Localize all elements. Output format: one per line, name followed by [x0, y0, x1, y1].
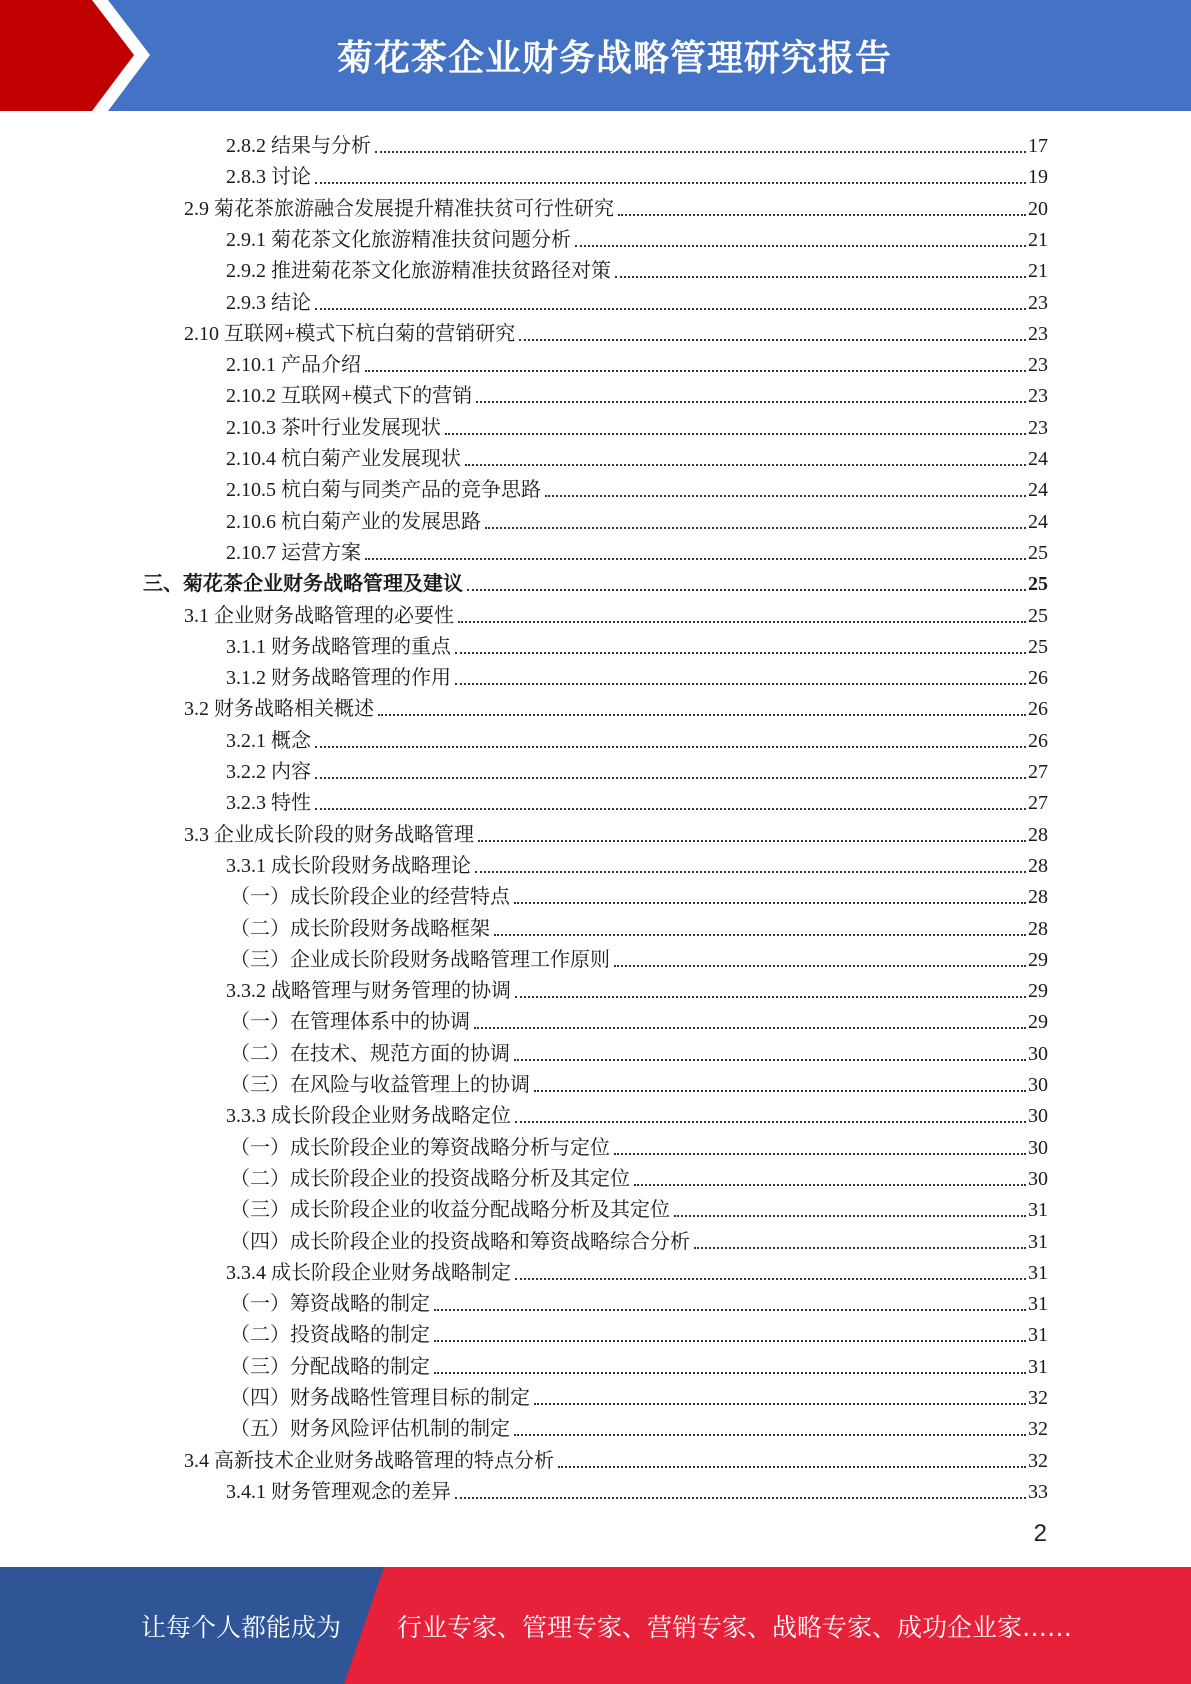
toc-leader-dots: [315, 182, 1026, 184]
toc-entry-label: 3.3.3 成长阶段企业财务战略定位: [226, 1105, 511, 1128]
toc-entry-page: 29: [1028, 1011, 1048, 1034]
toc-entry-label: 2.8.3 讨论: [226, 166, 311, 189]
toc-entry[interactable]: [226, 1097, 1048, 1128]
toc-entry-label: 3.4.1 财务管理观念的差异: [226, 1480, 451, 1503]
toc-leader-dots: [558, 1466, 1026, 1468]
toc-leader-dots: [474, 1027, 1026, 1029]
toc-entry[interactable]: [226, 158, 1048, 189]
toc-leader-dots: [514, 1059, 1026, 1061]
toc-entry[interactable]: [184, 690, 1048, 721]
toc-leader-dots: [476, 401, 1026, 403]
toc-leader-dots: [694, 1247, 1026, 1249]
toc-entry-page: 31: [1028, 1261, 1048, 1284]
toc-entry-page: 31: [1028, 1230, 1048, 1253]
toc-entry[interactable]: [226, 503, 1048, 534]
toc-entry[interactable]: [230, 1191, 1048, 1222]
toc-entry-page: 17: [1028, 135, 1048, 157]
page-header: [0, 0, 1191, 111]
toc-entry[interactable]: [230, 1066, 1048, 1097]
toc-entry[interactable]: [226, 377, 1048, 408]
toc-entry[interactable]: [226, 471, 1048, 502]
toc-entry-page: 23: [1028, 385, 1048, 408]
toc-entry[interactable]: [230, 1035, 1048, 1066]
toc-entry[interactable]: [226, 628, 1048, 659]
toc-entry-label: 3.2.1 概念: [226, 729, 311, 752]
toc-entry-page: 21: [1028, 260, 1048, 283]
toc-entry-page: 26: [1028, 729, 1048, 752]
toc-entry-page: 30: [1028, 1105, 1048, 1128]
toc-entry[interactable]: [226, 409, 1048, 440]
toc-entry[interactable]: [184, 315, 1048, 346]
toc-entry-label: （一）成长阶段企业的经营特点: [230, 886, 510, 909]
toc-entry-label: 2.10 互联网+模式下杭白菊的营销研究: [184, 322, 516, 345]
toc-leader-dots: [434, 1372, 1026, 1374]
toc-leader-dots: [515, 1121, 1026, 1123]
toc-entry[interactable]: [230, 1379, 1048, 1410]
toc-leader-dots: [455, 652, 1026, 654]
toc-entry[interactable]: [143, 565, 1048, 596]
toc-leader-dots: [434, 1309, 1026, 1311]
toc-entry-page: 26: [1028, 667, 1048, 690]
toc-entry-page: 24: [1028, 479, 1048, 502]
toc-entry[interactable]: [226, 440, 1048, 471]
toc-entry-label: 3.2.3 特性: [226, 792, 311, 815]
toc-entry-label: 3.3.1 成长阶段财务战略理论: [226, 854, 471, 877]
toc-leader-dots: [455, 683, 1026, 685]
toc-entry[interactable]: [230, 910, 1048, 941]
document-title: 菊花茶企业财务战略管理研究报告: [337, 38, 893, 79]
toc-entry-page: 25: [1028, 541, 1048, 564]
toc-entry-label: 2.8.2 结果与分析: [226, 135, 371, 157]
toc-entry-label: （五）财务风险评估机制的制定: [230, 1418, 510, 1441]
toc-entry-page: 25: [1028, 635, 1048, 658]
toc-entry[interactable]: [226, 127, 1048, 158]
toc-entry[interactable]: [184, 1442, 1048, 1473]
toc-entry-label: （三）企业成长阶段财务战略管理工作原则: [230, 948, 610, 971]
toc-entry[interactable]: [184, 190, 1048, 221]
toc-entry-page: 33: [1028, 1480, 1048, 1503]
toc-leader-dots: [614, 1153, 1026, 1155]
toc-entry-label: 2.9 菊花茶旅游融合发展提升精准扶贫可行性研究: [184, 197, 614, 220]
toc-leader-dots: [634, 1184, 1026, 1186]
toc-entry[interactable]: [230, 1285, 1048, 1316]
toc-entry-label: 2.10.5 杭白菊与同类产品的竞争思路: [226, 479, 541, 502]
toc-entry-label: （二）成长阶段企业的投资战略分析及其定位: [230, 1167, 630, 1190]
toc-entry-page: 31: [1028, 1324, 1048, 1347]
toc-entry-label: （二）成长阶段财务战略框架: [230, 917, 490, 940]
toc-entry-page: 21: [1028, 228, 1048, 251]
toc-leader-dots: [378, 714, 1026, 716]
toc-leader-dots: [614, 965, 1026, 967]
toc-leader-dots: [458, 621, 1026, 623]
toc-entry-page: 25: [1028, 573, 1048, 596]
toc-entry[interactable]: [226, 659, 1048, 690]
toc-leader-dots: [485, 527, 1026, 529]
toc-entry-page: 23: [1028, 416, 1048, 439]
toc-entry[interactable]: [230, 1348, 1048, 1379]
toc-leader-dots: [534, 1403, 1026, 1405]
toc-entry-label: 3.4 高新技术企业财务战略管理的特点分析: [184, 1449, 554, 1472]
toc-entry-page: 23: [1028, 322, 1048, 345]
toc-entry[interactable]: [230, 1223, 1048, 1254]
toc-leader-dots: [315, 746, 1026, 748]
toc-entry[interactable]: [230, 1129, 1048, 1160]
toc-entry-label: （三）在风险与收益管理上的协调: [230, 1074, 530, 1096]
toc-entry-page: 32: [1028, 1449, 1048, 1472]
toc-leader-dots: [365, 558, 1026, 560]
toc-entry-page: 30: [1028, 1074, 1048, 1096]
toc-entry[interactable]: [230, 1316, 1048, 1347]
toc-leader-dots: [519, 339, 1026, 341]
toc-leader-dots: [478, 840, 1026, 842]
toc-entry[interactable]: [226, 346, 1048, 377]
toc-entry-page: 31: [1028, 1199, 1048, 1222]
toc-entry[interactable]: [226, 284, 1048, 315]
toc-entry-label: 3.2.2 内容: [226, 761, 311, 783]
toc-entry-page: 28: [1028, 823, 1048, 846]
toc-entry-page: 31: [1028, 1355, 1048, 1378]
toc-entry[interactable]: [226, 847, 1048, 878]
toc-entry-label: （一）筹资战略的制定: [230, 1293, 430, 1316]
toc-entry-page: 30: [1028, 1167, 1048, 1190]
toc-entry-page: 28: [1028, 886, 1048, 909]
toc-entry[interactable]: [226, 722, 1048, 753]
toc-entry-label: （三）分配战略的制定: [230, 1355, 430, 1378]
toc-leader-dots: [475, 871, 1026, 873]
toc-entry[interactable]: [226, 1473, 1048, 1504]
toc-entry-label: （三）成长阶段企业的收益分配战略分析及其定位: [230, 1199, 670, 1222]
toc-leader-dots: [365, 370, 1026, 372]
toc-entry-label: 3.3 企业成长阶段的财务战略管理: [184, 823, 474, 846]
toc-entry-page: 29: [1028, 980, 1048, 1003]
toc-entry-page: 26: [1028, 698, 1048, 721]
toc-entry-label: 2.10.7 运营方案: [226, 541, 361, 564]
toc-entry-label: （一）在管理体系中的协调: [230, 1011, 470, 1034]
toc-entry[interactable]: [226, 784, 1048, 815]
toc-entry-label: 2.9.3 结论: [226, 291, 311, 314]
toc-entry-label: 3.3.2 战略管理与财务管理的协调: [226, 980, 511, 1003]
toc-entry[interactable]: [230, 1160, 1048, 1191]
toc-entry[interactable]: [226, 252, 1048, 283]
toc-entry-label: 3.1.2 财务战略管理的作用: [226, 667, 451, 690]
toc-leader-dots: [575, 245, 1026, 247]
toc-leader-dots: [618, 214, 1026, 216]
toc-entry-label: 2.10.3 茶叶行业发展现状: [226, 416, 441, 439]
toc-entry-label: 2.10.6 杭白菊产业的发展思路: [226, 510, 481, 533]
toc-entry-page: 28: [1028, 917, 1048, 940]
toc-leader-dots: [467, 589, 1026, 591]
toc-leader-dots: [315, 308, 1026, 310]
footer-slogan-left: 让每个人都能成为: [141, 1612, 342, 1642]
toc-entry[interactable]: [230, 878, 1048, 909]
toc-leader-dots: [514, 1434, 1026, 1436]
toc-entry-page: 27: [1028, 761, 1048, 783]
toc-entry-page: 30: [1028, 1136, 1048, 1159]
toc-entry[interactable]: [230, 1003, 1048, 1034]
page-number: 2: [1033, 1520, 1047, 1547]
toc-entry-page: 29: [1028, 948, 1048, 971]
toc-entry[interactable]: [226, 1254, 1048, 1285]
toc-entry-label: 3.2 财务战略相关概述: [184, 698, 374, 721]
toc-leader-dots: [514, 902, 1026, 904]
toc-entry-page: 24: [1028, 510, 1048, 533]
toc-entry[interactable]: [184, 597, 1048, 628]
toc-leader-dots: [515, 1278, 1026, 1280]
toc-entry-label: （二）在技术、规范方面的协调: [230, 1042, 510, 1065]
toc-entry-page: 30: [1028, 1042, 1048, 1065]
toc-leader-dots: [494, 934, 1026, 936]
toc-entry-label: （四）财务战略性管理目标的制定: [230, 1387, 530, 1409]
toc-entry[interactable]: [226, 972, 1048, 1003]
toc-entry-label: （二）投资战略的制定: [230, 1324, 430, 1347]
toc-leader-dots: [534, 1090, 1026, 1092]
toc-entry[interactable]: [226, 753, 1048, 784]
toc-leader-dots: [315, 777, 1026, 779]
toc-entry-page: 28: [1028, 854, 1048, 877]
toc-entry[interactable]: [230, 941, 1048, 972]
toc-entry-label: 3.1.1 财务战略管理的重点: [226, 635, 451, 658]
toc-entry-page: 20: [1028, 197, 1048, 220]
toc-leader-dots: [515, 996, 1026, 998]
toc-leader-dots: [315, 808, 1026, 810]
toc-entry[interactable]: [184, 816, 1048, 847]
footer-slogan-right: 行业专家、管理专家、营销专家、战略专家、成功企业家……: [397, 1612, 1073, 1642]
toc-entry-page: 23: [1028, 354, 1048, 377]
toc-leader-dots: [434, 1340, 1026, 1342]
toc-entry-label: 3.1 企业财务战略管理的必要性: [184, 604, 454, 627]
toc-entry[interactable]: [226, 221, 1048, 252]
toc-leader-dots: [545, 495, 1026, 497]
toc-entry-label: 3.3.4 成长阶段企业财务战略制定: [226, 1261, 511, 1284]
toc-entry-page: 19: [1028, 166, 1048, 189]
toc-leader-dots: [674, 1215, 1026, 1217]
toc-leader-dots: [445, 433, 1026, 435]
toc-entry-page: 27: [1028, 792, 1048, 815]
toc-entry-page: 32: [1028, 1418, 1048, 1441]
page-footer: [0, 1567, 1191, 1684]
toc-entry[interactable]: [226, 534, 1048, 565]
toc-entry-label: （一）成长阶段企业的筹资战略分析与定位: [230, 1136, 610, 1159]
toc-entry-label: 2.9.1 菊花茶文化旅游精准扶贫问题分析: [226, 228, 571, 251]
toc-entry[interactable]: [230, 1410, 1048, 1441]
toc-entry-label: 2.10.1 产品介绍: [226, 354, 361, 377]
toc-entry-label: 2.9.2 推进菊花茶文化旅游精准扶贫路径对策: [226, 260, 611, 283]
toc-entry-page: 24: [1028, 448, 1048, 470]
toc-entry-label: 2.10.2 互联网+模式下的营销: [226, 385, 473, 408]
toc-leader-dots: [615, 276, 1026, 278]
toc-entry-page: 32: [1028, 1387, 1048, 1409]
toc-entry-page: 31: [1028, 1293, 1048, 1316]
toc-entry-label: 三、菊花茶企业财务战略管理及建议: [143, 573, 463, 596]
toc-entry-label: 2.10.4 杭白菊产业发展现状: [226, 448, 461, 470]
chevron-logo-icon: [0, 0, 160, 111]
toc-leader-dots: [375, 151, 1026, 153]
toc-leader-dots: [465, 464, 1026, 466]
toc-entry-label: （四）成长阶段企业的投资战略和筹资战略综合分析: [230, 1230, 690, 1253]
toc-leader-dots: [455, 1497, 1026, 1499]
toc-entry-page: 23: [1028, 291, 1048, 314]
toc-entry-page: 25: [1028, 604, 1048, 627]
